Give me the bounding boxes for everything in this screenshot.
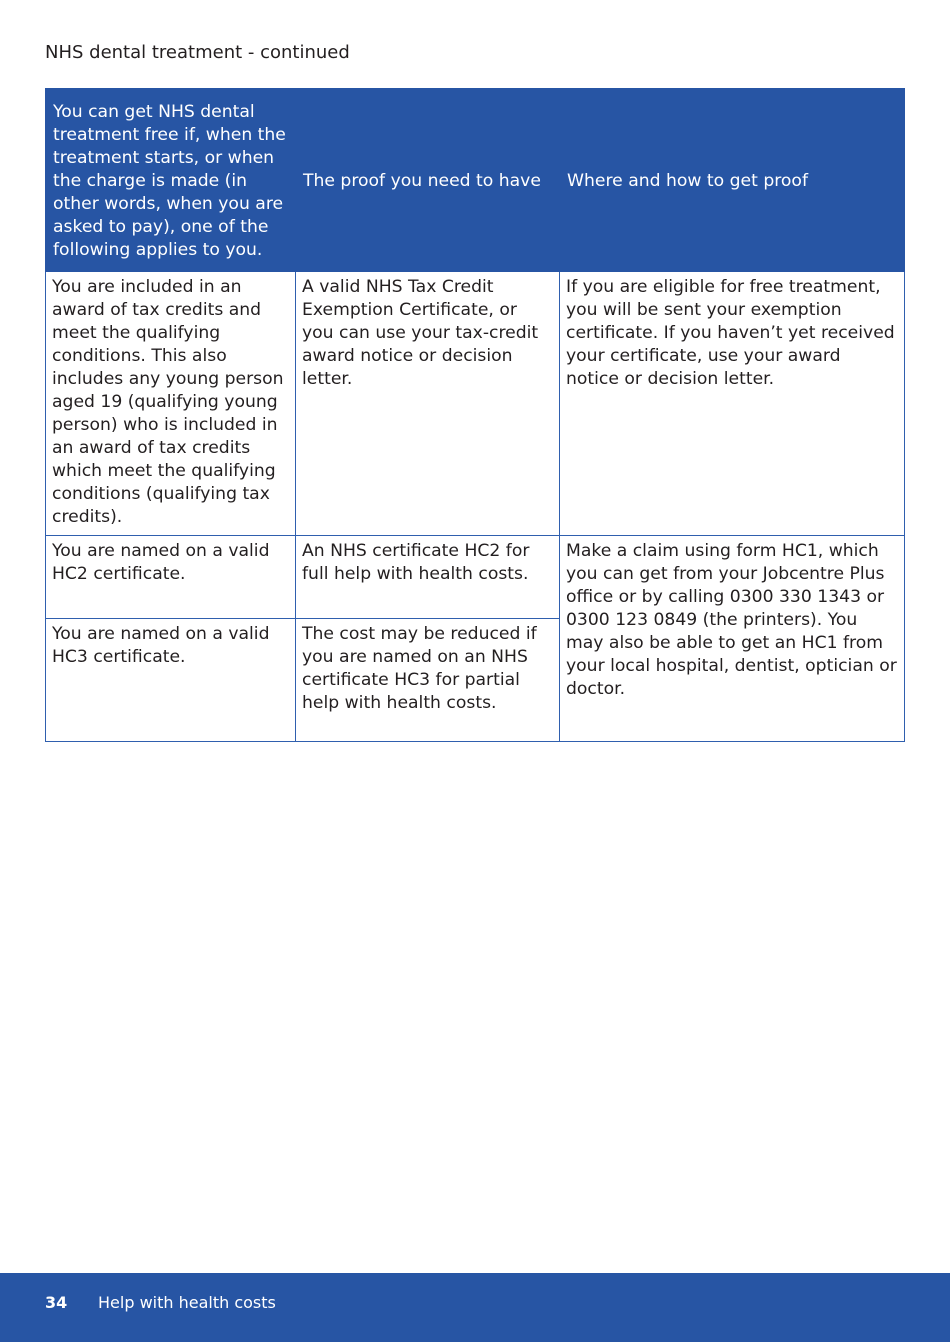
- where-cell: If you are eligible for free treatment, you will be sent your exemption certificate. If you haven’t yet received your certificate, use your award notice or decision letter.: [560, 272, 905, 536]
- dental-proof-table: [45, 88, 905, 742]
- where-cell: Make a claim using form HC1, which you can get from your Jobcentre Plus office or by calling 0300 330 1343 or 0300 123 0849 (the printers). You may also be able to get an HC1 from your local hospital, dentist, optician or doctor.: [560, 536, 905, 742]
- proof-cell: A valid NHS Tax Credit Exemption Certificate, or you can use your tax-credit award notice or decision letter.: [296, 272, 560, 536]
- column-header-condition: You can get NHS dental treatment free if, when the treatment starts, or when the charge is made (in other words, when you are asked to pay), one of the following applies to you.: [46, 89, 296, 272]
- proof-cell: The cost may be reduced if you are named on an NHS certificate HC3 for partial help with health costs.: [296, 619, 560, 742]
- condition-cell: You are named on a valid HC3 certificate.: [46, 619, 296, 742]
- column-header-where: Where and how to get proof: [560, 89, 905, 272]
- proof-cell: An NHS certificate HC2 for full help with health costs.: [296, 536, 560, 619]
- table-row: [46, 536, 905, 619]
- condition-cell: You are named on a valid HC2 certificate.: [46, 536, 296, 619]
- running-head: NHS dental treatment - continued: [45, 42, 350, 63]
- footer-title: Help with health costs: [98, 1293, 276, 1312]
- condition-cell: You are included in an award of tax credits and meet the qualifying conditions. This also includes any young person aged 19 (qualifying young person) who is included in an award of tax credits which meet the qualifying conditions (qualifying tax credits).: [46, 272, 296, 536]
- column-header-proof: The proof you need to have: [296, 89, 560, 272]
- table-header-row: [46, 89, 905, 272]
- table-row: [46, 272, 905, 536]
- page-number: 34: [45, 1293, 68, 1312]
- footer-bar: [0, 1273, 950, 1342]
